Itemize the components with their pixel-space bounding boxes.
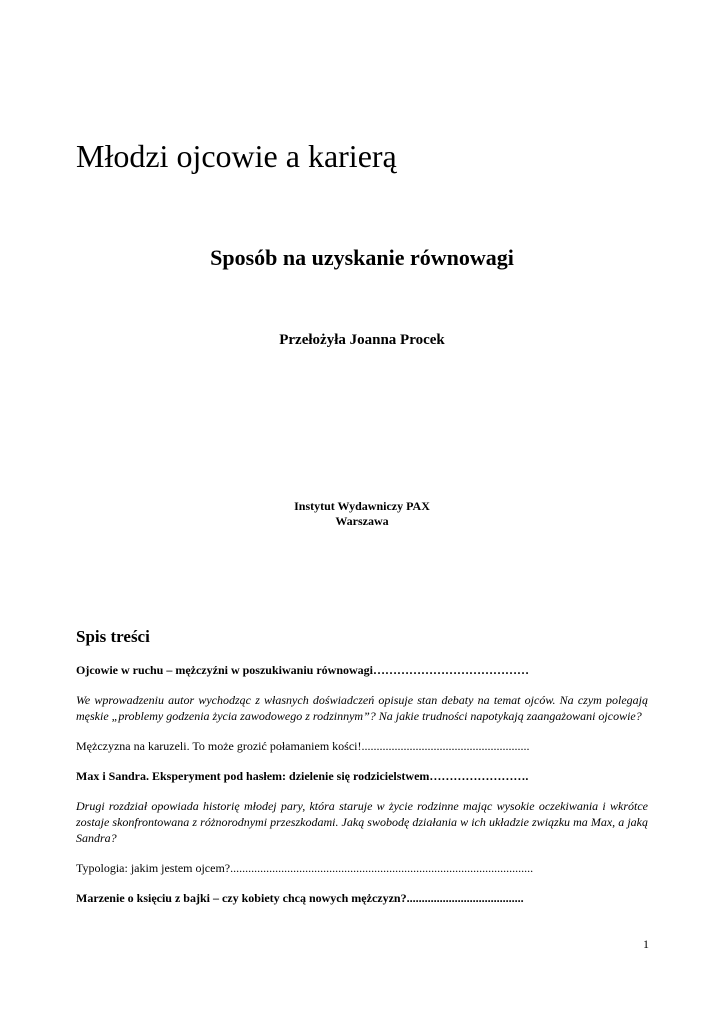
publisher-block — [0, 499, 724, 529]
publisher-city: Warszawa — [335, 514, 389, 528]
document-title: Młodzi ojcowie a karierą — [76, 138, 397, 174]
toc-entry-chapter-2: Max i Sandra. Eksperyment pod hasłem: dzielenie się rodzicielstwem……………………. — [76, 769, 529, 783]
toc-entry-section-typology: Typologia: jakim jestem ojcem?..................................................................................................... — [76, 861, 534, 875]
table-of-contents — [76, 662, 648, 920]
toc-entry-chapter-1-summary: We wprowadzeniu autor wychodząc z własnych doświadczeń opisuje stan debaty na temat ojców. Na czym polegają męskie „problemy godzenia życia zawodowego z rodzinnym”? Na jakie trudności napotykają zaangażowani ojcowie? — [76, 693, 648, 723]
translator-line: Przełożyła Joanna Procek — [279, 332, 445, 348]
toc-entry-chapter-3: Marzenie o księciu z bajki – czy kobiety chcą nowych mężczyzn?....................................... — [76, 891, 524, 905]
toc-heading: Spis treści — [76, 627, 150, 646]
page-number: 1 — [643, 937, 649, 951]
toc-entry-section-carousel: Mężczyzna na karuzeli. To może grozić połamaniem kości!........................................................ — [76, 739, 530, 753]
document-subtitle: Sposób na uzyskanie równowagi — [210, 245, 514, 270]
toc-entry-chapter-2-summary: Drugi rozdział opowiada historię młodej pary, która staruje w życie rodzinne mając wysokie oczekiwania i wkrótce zostaje skonfrontowana z różnorodnymi przeszkodami. Jaką swobodę działania w ich układzie związku ma Max, a jaką Sandra? — [76, 799, 648, 845]
publisher-name: Instytut Wydawniczy PAX — [294, 499, 430, 513]
toc-entry-chapter-1: Ojcowie w ruchu – mężczyźni w poszukiwaniu równowagi………………………………… — [76, 663, 529, 677]
